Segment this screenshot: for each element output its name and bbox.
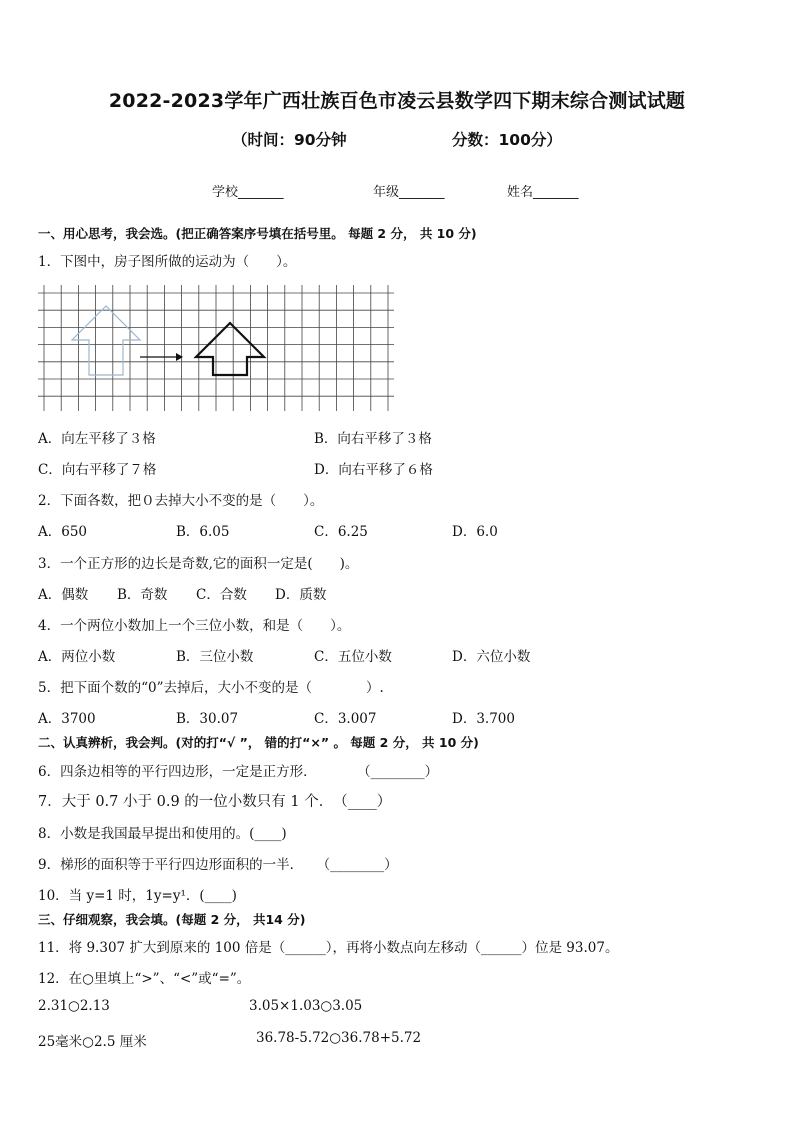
q3-option-d: D．质数	[275, 587, 327, 603]
q4-option-b: B．三位小数	[176, 649, 254, 665]
question-11: 11．将 9.307 扩大到原来的 100 倍是（______），再将小数点向左移动（______）位是 93.07。	[38, 940, 619, 956]
grade-field: 年级_______	[373, 185, 445, 200]
question-7: 7．大于 0.7 小于 0.9 的一位小数只有 1 个． （____）	[38, 794, 392, 810]
q1-option-a: A．向左平移了３格	[38, 431, 156, 447]
question-5-stem: 5．把下面个数的“0”去掉后，大小不变的是（ ）.	[38, 680, 384, 696]
q2-option-b: B．6.05	[176, 524, 230, 540]
grid-lines	[38, 285, 394, 411]
q2-option-d: D．6.0	[452, 524, 498, 540]
name-field: 姓名_______	[507, 185, 579, 200]
question-9: 9．梯形的面积等于平行四边形面积的一半． （________）	[38, 857, 398, 873]
q1-option-b: B．向右平移了３格	[314, 431, 432, 447]
q3-option-c: C．合数	[196, 587, 247, 603]
page-title: 2022-2023学年广西壮族百色市凌云县数学四下期末综合测试试题	[108, 90, 686, 112]
q5-option-d: D．3.700	[452, 711, 515, 727]
q4-option-d: D．六位小数	[452, 649, 531, 665]
q12-item-1: 2.31○2.13	[38, 998, 110, 1014]
q3-option-b: B．奇数	[117, 587, 168, 603]
q1-option-d: D．向右平移了６格	[314, 462, 433, 478]
exam-time: （时间：90分钟	[232, 131, 347, 149]
question-12-stem: 12．在○里填上“>”、“<”或“=”。	[38, 971, 251, 987]
q2-option-a: A．650	[38, 524, 88, 540]
q5-option-c: C．3.007	[314, 711, 377, 727]
q4-option-a: A．两位小数	[38, 649, 116, 665]
q5-option-a: A．3700	[38, 711, 96, 727]
school-field: 学校_______	[212, 185, 284, 200]
q5-option-b: B．30.07	[176, 711, 239, 727]
q1-option-c: C．向右平移了７格	[38, 462, 157, 478]
moved-house-shape	[196, 323, 264, 375]
question-4-stem: 4．一个两位小数加上一个三位小数，和是（ ）。	[38, 618, 351, 634]
q2-option-c: C．6.25	[314, 524, 368, 540]
q4-option-c: C．五位小数	[314, 649, 392, 665]
question-3-stem: 3．一个正方形的边长是奇数,它的面积一定是( )。	[38, 556, 359, 572]
question-6: 6．四条边相等的平行四边形，一定是正方形． （________）	[38, 764, 439, 780]
exam-score: 分数：100分）	[452, 131, 562, 149]
q12-item-3: 25毫米○2.5 厘米	[38, 1034, 147, 1050]
q12-item-2: 3.05×1.03○3.05	[249, 998, 363, 1014]
question-10: 10．当 y=1 时，1y=y¹．(____)	[38, 888, 237, 904]
question-1-stem: 1．下图中，房子图所做的运动为（ ）。	[38, 254, 297, 270]
section-1-heading: 一、用心思考，我会选。(把正确答案序号填在括号里。 每题 2 分， 共 10 分)	[38, 226, 477, 241]
q12-item-4: 36.78-5.72○36.78+5.72	[256, 1030, 422, 1046]
section-2-heading: 二、认真辨析，我会判。(对的打“√ ”， 错的打“×” 。 每题 2 分， 共 10 分)	[38, 735, 479, 750]
translation-grid-figure	[38, 285, 398, 411]
question-8: 8．小数是我国最早提出和使用的。(____)	[38, 826, 287, 842]
q3-option-a: A．偶数	[38, 587, 89, 603]
section-3-heading: 三、仔细观察，我会填。(每题 2 分， 共14 分)	[38, 912, 306, 927]
question-2-stem: 2．下面各数，把０去掉大小不变的是（ ）。	[38, 493, 324, 509]
